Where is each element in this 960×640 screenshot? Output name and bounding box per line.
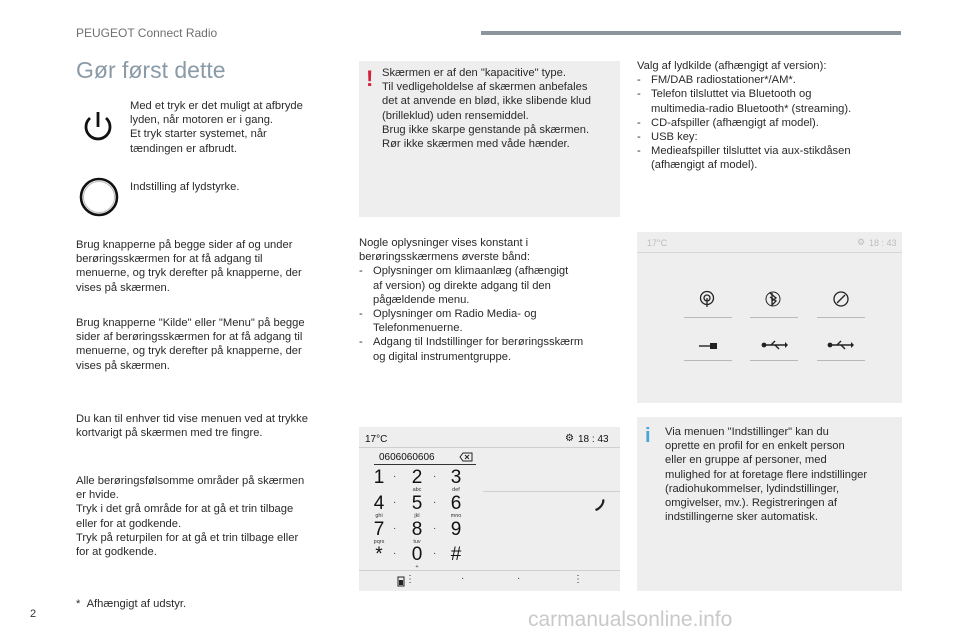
- text-line: og digital instrumentgruppe.: [373, 350, 512, 363]
- keypad-key-letters: ghi: [375, 513, 383, 519]
- volume-description: Indstilling af lydstyrke.: [130, 181, 240, 193]
- bluetooth-phone-icon[interactable]: [763, 290, 783, 308]
- key-separator: ·: [393, 523, 397, 534]
- text-line: Brug knapperne "Kilde" eller "Menu" på begge: [76, 317, 305, 329]
- text-line: pågældende menu.: [373, 293, 470, 306]
- power-icon: [78, 107, 118, 147]
- text-line: Du kan til enhver tid vise menuen ved at trykke: [76, 413, 308, 425]
- list-item: [359, 264, 624, 307]
- icon-underline: [817, 317, 865, 318]
- aux-jack-icon[interactable]: [697, 338, 719, 352]
- text-line: Skærmen er af den "kapacitive" type.: [382, 67, 566, 79]
- status-divider: [637, 252, 902, 253]
- text-line: FM/DAB radiostationer*/AM*.: [651, 74, 796, 87]
- usb-icon[interactable]: [761, 338, 789, 352]
- list-item: [637, 87, 905, 115]
- text-line: CD-afspiller (afhængigt af model).: [651, 116, 819, 129]
- keypad-key-letters: tuv: [413, 539, 421, 545]
- cd-icon[interactable]: [831, 290, 851, 308]
- radio-icon[interactable]: [697, 290, 717, 308]
- key-separator: ·: [433, 497, 437, 508]
- list-dash: -: [637, 131, 641, 144]
- text-line: Telefonmenuerne.: [373, 322, 463, 335]
- keypad-key-letters: abc: [412, 487, 422, 493]
- text-line: multimedia-radio Bluetooth* (streaming).: [651, 102, 852, 115]
- key-separator: ·: [393, 471, 397, 482]
- text-line: Et tryk starter systemet, når: [130, 128, 267, 141]
- bottom-divider: [359, 570, 620, 571]
- paragraph-buttons: [76, 238, 344, 295]
- temperature-readout: 17°C: [647, 238, 668, 248]
- keypad-key[interactable]: 1: [373, 467, 385, 488]
- text-line: Via menuen "Indstillinger" kan du: [665, 426, 829, 438]
- text-line: lyden, når motoren er i gang.: [130, 114, 274, 127]
- keypad-key-letters: jkl: [414, 513, 420, 519]
- text-line: tændingen er afbrudt.: [130, 142, 237, 155]
- text-line: Adgang til Indstillinger for berøringsskærm: [373, 336, 584, 349]
- number-underline: [374, 464, 476, 465]
- info-icon: i: [645, 425, 651, 447]
- text-line: (brilleklud) uden rensemiddel.: [382, 109, 529, 122]
- keypad-key[interactable]: 2: [411, 467, 423, 488]
- list-item: [359, 307, 624, 335]
- text-line: det at anvende en blød, ikke slibende klud: [382, 95, 591, 108]
- paragraph-three-fingers: [76, 412, 344, 440]
- text-line: Brug ikke skarpe genstande på skærmen.: [382, 123, 590, 136]
- key-separator: ·: [433, 548, 437, 559]
- text-line: berøringsskærmens øverste bånd:: [359, 251, 530, 264]
- list-dash: -: [359, 308, 363, 321]
- text-line: Rør ikke skærmen med våde hænder.: [382, 138, 570, 151]
- keypad-key-letters: +: [415, 564, 419, 570]
- text-line: Til vedligeholdelse af skærmen anbefales: [382, 81, 588, 94]
- text-line: indstillingerne sker automatisk.: [665, 511, 818, 524]
- keypad-key[interactable]: *: [375, 544, 383, 565]
- text-line: eller en gruppe af personer, med: [665, 454, 827, 467]
- header-bar: [481, 31, 901, 35]
- paragraph-touch-areas: [76, 474, 344, 559]
- text-line: vises på skærmen.: [76, 359, 170, 372]
- watermark: carmanualsonline.info: [528, 608, 733, 631]
- settings-gear-icon[interactable]: ⚙: [857, 237, 866, 247]
- text-line: Brug knapperne på begge sider af og under: [76, 239, 293, 251]
- text-line: Oplysninger om Radio Media- og: [373, 308, 537, 321]
- list-item: [637, 73, 905, 87]
- dialed-number: 0606060606: [379, 452, 435, 463]
- list-item: [359, 335, 624, 363]
- keypad-key[interactable]: 8: [411, 519, 423, 540]
- text-line: menuerne, og tryk derefter på knapperne, der: [76, 267, 302, 280]
- keypad-key[interactable]: 7: [373, 519, 385, 540]
- text-line: (radiohukommelser, lydindstillinger,: [665, 482, 840, 495]
- key-separator: ·: [433, 523, 437, 534]
- list-dash: -: [359, 336, 363, 349]
- usb-icon[interactable]: [827, 338, 855, 352]
- warning-text: [382, 66, 614, 151]
- text-line: eller for at godkende.: [76, 517, 182, 530]
- keypad-key[interactable]: 9: [450, 519, 462, 540]
- list-item: [637, 130, 905, 144]
- keypad-key-letters: pqrs: [373, 539, 385, 545]
- keypad-key-letters: def: [452, 487, 460, 493]
- key-separator: ·: [393, 548, 397, 559]
- list-dash: -: [637, 116, 641, 129]
- icon-underline: [750, 317, 798, 318]
- list-dash: -: [637, 88, 641, 101]
- settings-gear-icon[interactable]: ⚙: [565, 433, 574, 444]
- text-line: kortvarigt på skærmen med tre fingre.: [76, 427, 263, 440]
- footnote-star: *: [76, 598, 81, 610]
- clock-readout: 18 : 43: [869, 238, 897, 248]
- key-separator: ·: [393, 497, 397, 508]
- text-line: Tryk i det grå område for at gå et trin tilbage: [76, 503, 294, 516]
- call-divider: [483, 491, 620, 492]
- dot-icon: ·: [517, 573, 521, 584]
- text-line: Telefon tilsluttet via Bluetooth og: [651, 88, 812, 101]
- backspace-icon[interactable]: [459, 452, 473, 462]
- list-item: [637, 116, 905, 130]
- power-description: [130, 99, 330, 156]
- warning-icon: !: [366, 66, 374, 91]
- text-line: Nogle oplysninger vises konstant i: [359, 237, 529, 249]
- text-line: menuerne, og tryk derefter på knapperne, der: [76, 345, 302, 358]
- footnote-text: Afhængigt af udstyr.: [86, 598, 187, 610]
- keypad-key[interactable]: 6: [450, 493, 462, 514]
- key-separator: ·: [433, 471, 437, 482]
- keypad-key[interactable]: 0: [411, 544, 423, 565]
- text-line: Med et tryk er det muligt at afbryde: [130, 100, 303, 112]
- text-line: oprette en profil for en enkelt person: [665, 440, 845, 453]
- clock-readout: 18 : 43: [578, 434, 609, 445]
- text-line: af version) og direkte adgang til den: [373, 279, 551, 292]
- status-divider: [359, 447, 620, 448]
- volume-knob-icon: [78, 176, 120, 218]
- keypad-key-letters: mno: [450, 513, 462, 519]
- text-line: mulighed for at foretage flere indstillinger: [665, 468, 868, 481]
- paragraph-source-menu: [76, 316, 344, 373]
- keypad-key[interactable]: 4: [373, 493, 385, 514]
- page-number: 2: [30, 608, 37, 620]
- footnote: [76, 598, 186, 610]
- text-line: berøringsskærmen for at få adgang til: [76, 253, 263, 266]
- info-text: [665, 425, 897, 524]
- sources-screen: [637, 232, 902, 403]
- more-icon[interactable]: ⋮: [573, 574, 583, 585]
- text-line: Tryk på returpilen for at gå et trin tilbage eller: [76, 531, 299, 544]
- text-line: omgivelser, mv.). Registreringen af: [665, 497, 838, 510]
- keypad-key[interactable]: #: [450, 544, 462, 565]
- call-handset-icon[interactable]: [593, 497, 607, 513]
- list-item: [637, 144, 905, 172]
- signal-icon: ⋮: [405, 574, 415, 585]
- text-line: sider af berøringsskærmen for at få adgang til: [76, 331, 303, 344]
- text-line: USB key:: [651, 131, 698, 144]
- text-line: er hvide.: [76, 489, 119, 502]
- source-selection-info: [637, 59, 905, 173]
- temperature-readout: 17°C: [365, 434, 388, 445]
- text-line: for at godkende.: [76, 546, 157, 559]
- icon-underline: [684, 360, 732, 361]
- header-title: PEUGEOT Connect Radio: [76, 26, 218, 40]
- text-line: Alle berøringsfølsomme områder på skærmen: [76, 475, 305, 487]
- text-line: Oplysninger om klimaanlæg (afhængigt: [373, 265, 569, 278]
- list-dash: -: [637, 145, 641, 158]
- dot-icon: ·: [461, 573, 465, 584]
- text-line: (afhængigt af model).: [651, 159, 758, 172]
- keypad-key[interactable]: 3: [450, 467, 462, 488]
- text-line: Medieafspiller tilsluttet via aux-stikdåsen: [651, 145, 851, 158]
- list-dash: -: [637, 74, 641, 87]
- list-dash: -: [359, 265, 363, 278]
- text-line: Valg af lydkilde (afhængigt af version):: [637, 60, 827, 72]
- text-line: vises på skærmen.: [76, 281, 170, 294]
- icon-underline: [684, 317, 732, 318]
- battery-icon: [397, 575, 405, 587]
- phone-screen: [359, 427, 620, 591]
- icon-underline: [817, 360, 865, 361]
- top-band-info: [359, 236, 624, 364]
- page-title: Gør først dette: [76, 57, 226, 83]
- icon-underline: [750, 360, 798, 361]
- keypad-key[interactable]: 5: [411, 493, 423, 514]
